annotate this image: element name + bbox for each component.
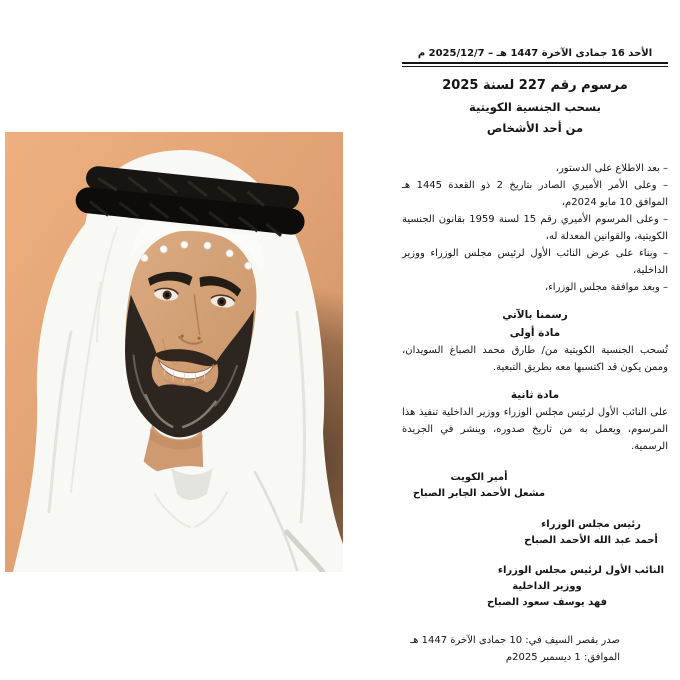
- preamble: [402, 160, 668, 296]
- article-1-body: تُسحب الجنسية الكويتية من/ طارق محمد الصباغ السويدان، وممن يكون قد اكتسبها معه بطريق التبعية.: [402, 345, 668, 373]
- preamble-clause: – وبعد موافقة مجلس الوزراء،: [544, 282, 668, 293]
- decree-title: مرسوم رقم 227 لسنة 2025: [442, 78, 628, 93]
- signature-first-deputy: [402, 563, 668, 611]
- decree-subtitle-2: من أحد الأشخاص: [486, 121, 584, 135]
- preamble-clause: – وعلى الأمر الأميري الصادر بتاريخ 2 ذو القعدة 1445 هـ الموافق 10 مايو 2024م،: [402, 180, 668, 208]
- signature-pm-name: أحمد عبد الله الأحمد الصباح: [524, 535, 658, 546]
- issuance-block: [402, 632, 620, 666]
- signature-amir: [404, 470, 554, 502]
- signature-deputy-role-2: ووزير الداخلية: [512, 581, 582, 592]
- signature-amir-role: أمير الكويت: [450, 472, 508, 483]
- preamble-clause: – وعلى المرسوم الأميري رقم 15 لسنة 1959 بقانون الجنسية الكويتية، والقوانين المعدلة له،: [402, 214, 668, 242]
- portrait-illustration: [5, 132, 343, 572]
- decree-subtitle-1: بسحب الجنسية الكويتية: [469, 100, 601, 114]
- enactment-phrase: رسمنا بالآتي: [502, 309, 568, 321]
- article-2-heading: مادة ثانية: [510, 389, 560, 401]
- decree-document: [402, 0, 668, 666]
- gazette-date: الأحد 16 جمادى الآخرة 1447 هـ – 2025/12/7 م: [417, 48, 653, 59]
- signature-amir-name: مشعل الأحمد الجابر الصباح: [412, 488, 546, 499]
- preamble-clause: – وبناء على عرض النائب الأول لرئيس مجلس الوزراء ووزير الداخلية،: [402, 248, 668, 276]
- preamble-clause: – بعد الاطلاع على الدستور،: [555, 163, 668, 174]
- signature-deputy-name: فهد يوسف سعود الصباح: [486, 597, 608, 608]
- signature-prime-minister: [516, 517, 666, 549]
- header-rule: [402, 62, 668, 67]
- article-2-body: على النائب الأول لرئيس مجلس الوزراء ووزير الداخلية تنفيذ هذا المرسوم، ويعمل به من تاريخ صدوره، وينشر في الجريدة الرسمية.: [402, 407, 668, 452]
- signature-pm-role: رئيس مجلس الوزراء: [541, 519, 641, 530]
- issuance-gregorian-date: الموافق: 1 ديسمبر 2025م: [505, 652, 620, 663]
- signature-deputy-role-1: النائب الأول لرئيس مجلس الوزراء: [497, 565, 664, 576]
- portrait-photo: [5, 132, 343, 572]
- article-1-heading: مادة أولى: [509, 327, 561, 339]
- issuance-place-date: صدر بقصر السيف في: 10 جمادى الآخرة 1447 هـ: [410, 635, 620, 646]
